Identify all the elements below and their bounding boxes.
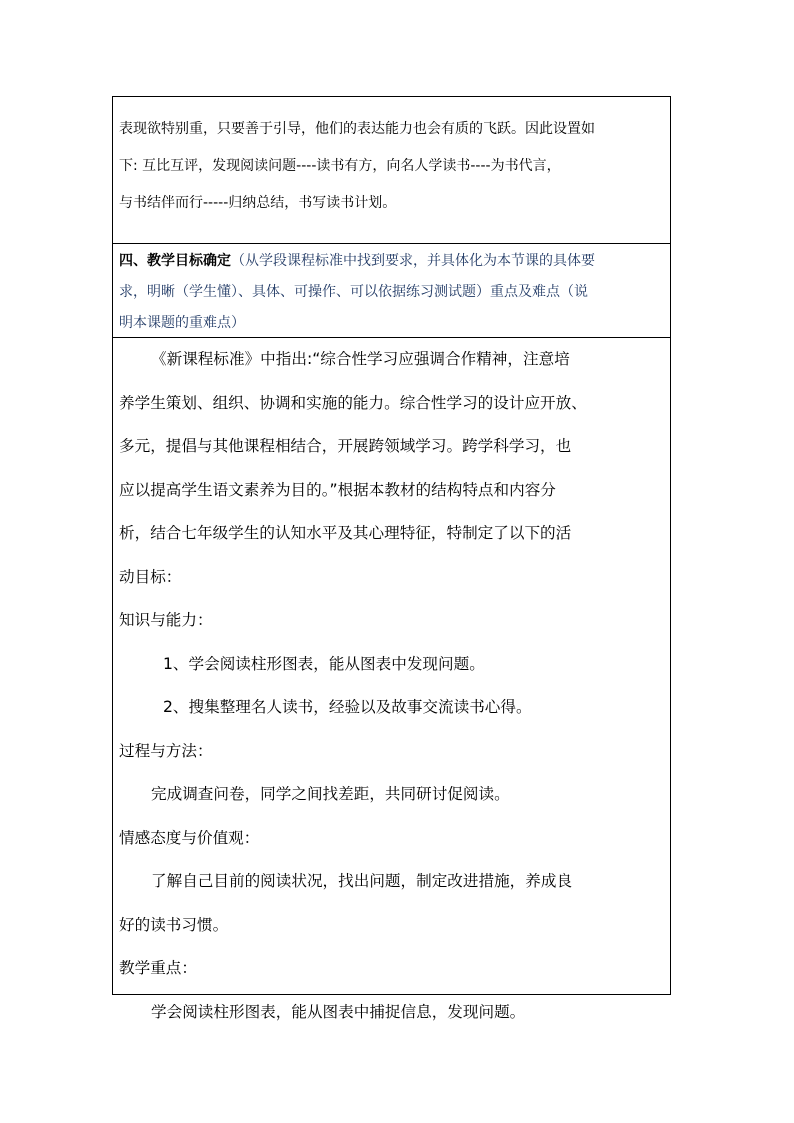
paragraph-line: 《新课程标准》中指出:“综合性学习应强调合作精神，注意培 <box>151 350 570 368</box>
subheading-key-point: 教学重点： <box>119 959 197 977</box>
paragraph-line: 应以提高学生语文素养为目的。”根据本教材的结构特点和内容分 <box>119 480 556 499</box>
paragraph-line: 养学生策划、组织、协调和实施的能力。综合性学习的设计应开放、 <box>119 393 587 412</box>
text-line: 表现欲特别重，只要善于引导，他们的表达能力也会有质的飞跃。因此设置如 <box>119 121 595 137</box>
paragraph-line: 好的读书习惯。 <box>119 915 229 934</box>
heading-note: （从学段课程标准中找到要求，并具体化为本节课的具体要 <box>231 253 595 269</box>
paragraph-line: 完成调查问卷，同学之间找差距，共同研讨促阅读。 <box>151 785 510 803</box>
table-row-objective-content <box>113 338 670 1021</box>
heading-note-line: 明本课题的重难点） <box>119 315 245 331</box>
table-row-objective-heading <box>113 244 670 338</box>
paragraph-line: 学会阅读柱形图表，能从图表中捕捉信息，发现问题。 <box>151 1002 526 1021</box>
paragraph-line: 动目标： <box>119 567 182 586</box>
section-heading: 四、教学目标确定 <box>119 253 231 269</box>
table-row-background <box>113 97 670 244</box>
subheading-process: 过程与方法： <box>119 741 213 760</box>
lesson-plan-table <box>112 96 671 1021</box>
paragraph-line: 析，结合七年级学生的认知水平及其心理特征，特制定了以下的活 <box>119 524 572 542</box>
list-item: 2、搜集整理名人读书，经验以及故事交流读书心得。 <box>163 698 532 716</box>
subheading-emotion: 情感态度与价值观： <box>119 828 260 847</box>
heading-note-line: 求，明晰（学生懂）、具体、可操作、可以依据练习测试题）重点及难点（说 <box>119 284 588 300</box>
text-line: 与书结伴而行-----归纳总结，书写读书计划。 <box>119 195 397 211</box>
paragraph-line: 多元，提倡与其他课程相结合，开展跨领域学习。跨学科学习，也 <box>119 437 572 455</box>
text-line: 下: 互比互评，发现阅读问题----读书有方，向名人学读书----为书代言， <box>119 158 561 174</box>
list-item: 1、学会阅读柱形图表，能从图表中发现问题。 <box>163 654 485 673</box>
heading-line <box>119 246 664 277</box>
subheading-knowledge: 知识与能力： <box>119 611 213 629</box>
paragraph-line: 了解自己目前的阅读状况，找出问题，制定改进措施，养成良 <box>151 872 573 890</box>
